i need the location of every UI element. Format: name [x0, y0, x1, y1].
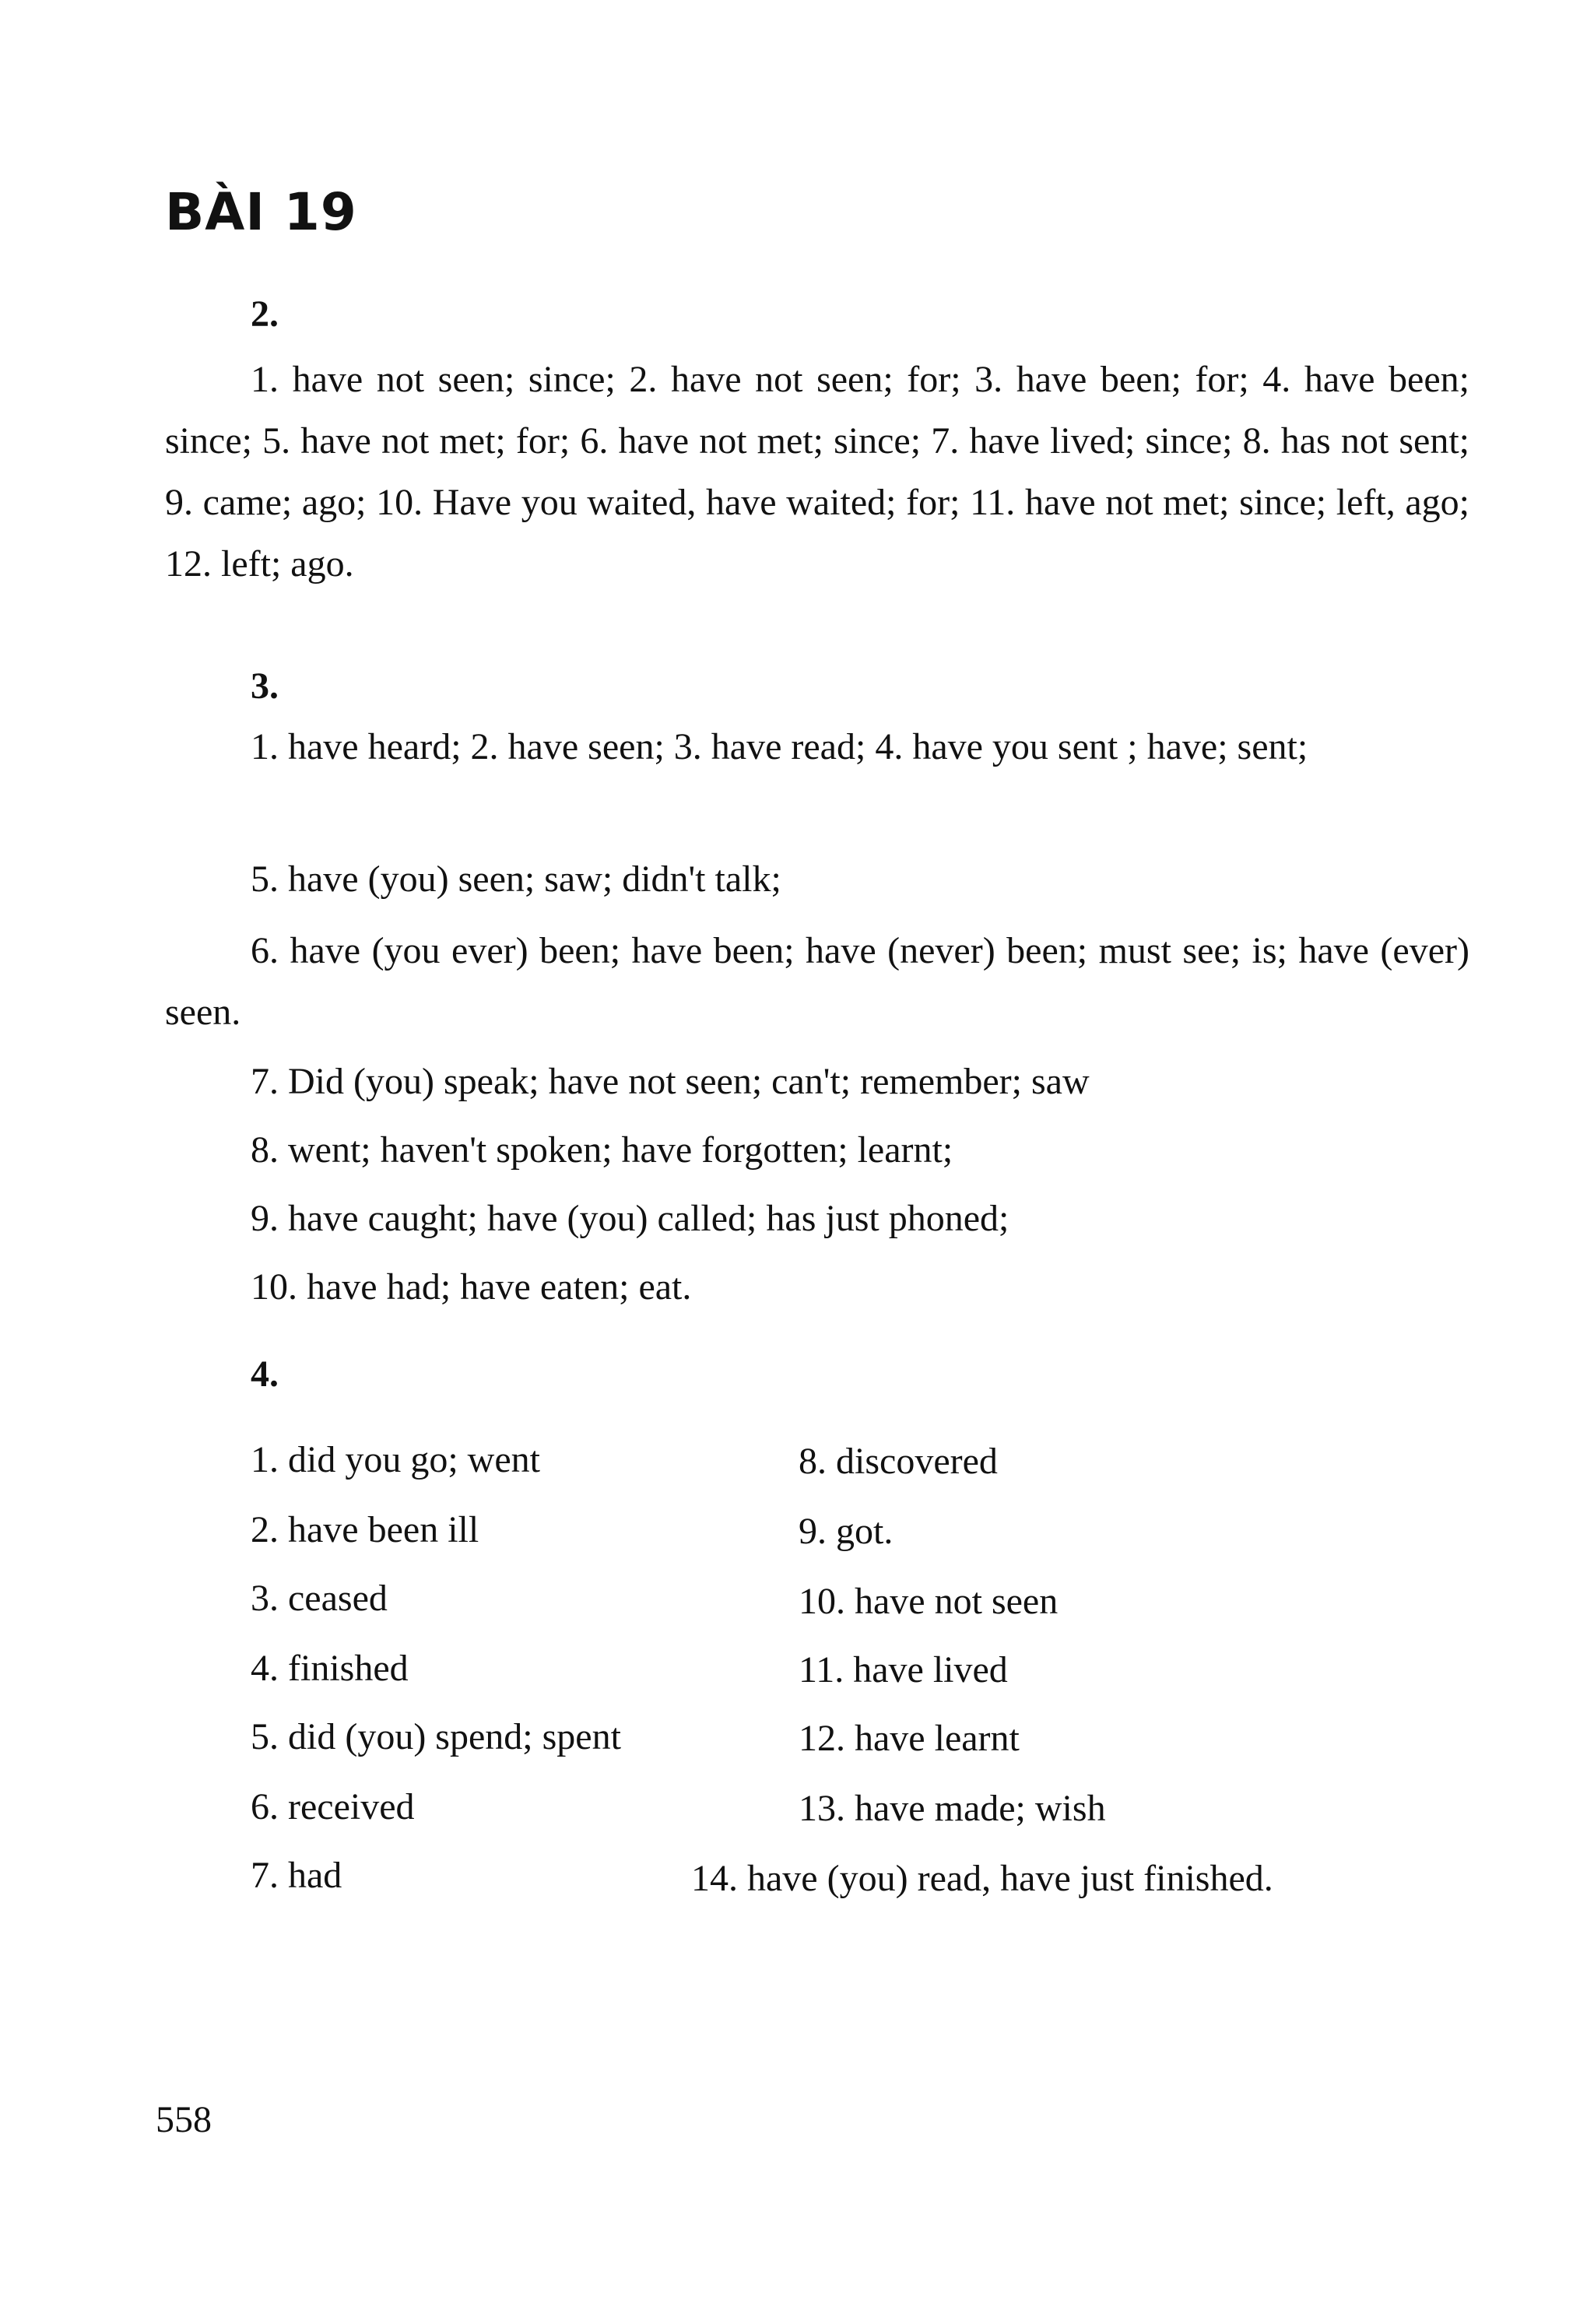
section-3-item-5: 5. have (you) seen; saw; didn't talk; — [251, 858, 781, 900]
section-3-heading: 3. — [251, 665, 279, 707]
section-2-answers: 1. have not seen; since; 2. have not seen; for; 3. have been; for; 4. have been; since; 5. have not met; for; 6. have not met; since; 7. have lived; since; 8. has not sent; 9. came; ago; 10. Have you waited, have waited; for; 11. have not met; since; left, ago; 12. left; ago. — [165, 359, 1469, 585]
section-4-right-item: 8. discovered — [799, 1441, 998, 1482]
section-3-item-8: 8. went; haven't spoken; have forgotten; learnt; — [251, 1129, 953, 1171]
section-4-left-item: 6. received — [251, 1786, 415, 1827]
section-3-items-1-4: 1. have heard; 2. have seen; 3. have read; 4. have you sent ; have; sent; — [251, 726, 1308, 767]
section-4-right-item: 9. got. — [799, 1511, 894, 1552]
section-4-left-item: 4. finished — [251, 1648, 409, 1689]
lesson-title: BÀI 19 — [165, 182, 357, 242]
section-4-heading: 4. — [251, 1353, 279, 1395]
section-4-left-item: 7. had — [251, 1855, 342, 1896]
section-3-item-7: 7. Did (you) speak; have not seen; can't; remember; saw — [251, 1061, 1090, 1102]
section-4-right-item: 12. have learnt — [799, 1718, 1020, 1759]
section-4-left-item: 2. have been ill — [251, 1509, 479, 1550]
section-3-item-10: 10. have had; have eaten; eat. — [251, 1266, 692, 1308]
page-number: 558 — [156, 2099, 212, 2140]
section-4-right-item: 13. have made; wish — [799, 1788, 1106, 1829]
section-4-right-item: 10. have not seen — [799, 1581, 1059, 1622]
section-2-heading: 2. — [251, 293, 279, 335]
section-3-item-6: 6. have (you ever) been; have been; have (never) been; must see; is; have (ever) seen. — [165, 930, 1469, 1033]
section-4-left-item: 5. did (you) spend; spent — [251, 1716, 621, 1757]
section-4-right-item: 14. have (you) read, have just finished. — [691, 1858, 1273, 1899]
section-4-left-item: 1. did you go; went — [251, 1439, 540, 1480]
section-3-item-9: 9. have caught; have (you) called; has just phoned; — [251, 1198, 1009, 1239]
section-4-left-item: 3. ceased — [251, 1578, 388, 1619]
section-4-right-item: 11. have lived — [799, 1649, 1008, 1690]
